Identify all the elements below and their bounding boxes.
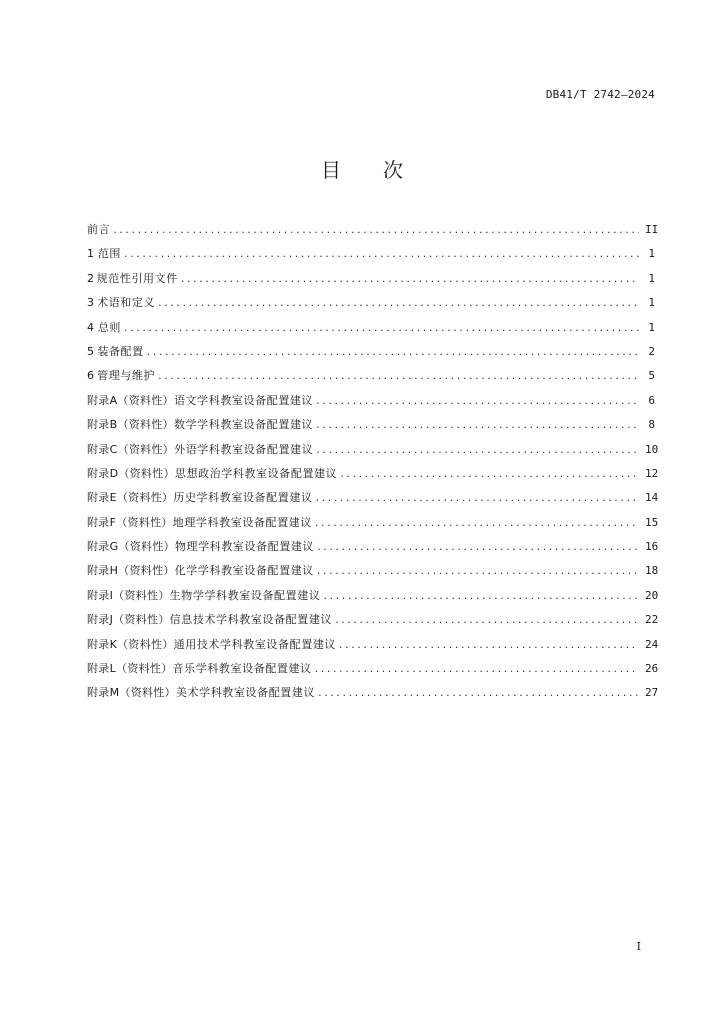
toc-leader-dots — [339, 633, 639, 657]
toc-entry[interactable] — [87, 462, 659, 486]
toc-entry-label[interactable]: 化学学科教室设备配置建议 — [174, 564, 314, 578]
toc-entry-page[interactable]: 26 — [645, 662, 659, 676]
toc-title-char-2: 次 — [383, 158, 403, 182]
toc-entry-label[interactable]: 管理与维护 — [97, 369, 156, 383]
toc-leader-dots — [316, 438, 639, 462]
toc-entry[interactable] — [87, 218, 659, 242]
toc-entry-page[interactable]: 12 — [645, 466, 659, 480]
toc-entry-number: 1 — [87, 247, 94, 261]
toc-entry-label[interactable]: 装备配置 — [97, 344, 144, 358]
toc-leader-dots — [317, 535, 639, 559]
toc-leader-dots — [316, 389, 639, 413]
toc-title-char-1: 目 — [321, 158, 341, 182]
toc-entry-appendix: 附录J（资料性） — [87, 613, 170, 627]
toc-leader-dots — [317, 559, 639, 583]
toc-entry-page[interactable]: 16 — [645, 540, 659, 554]
toc-entry[interactable] — [87, 681, 659, 705]
toc-entry[interactable] — [87, 267, 655, 291]
toc-entry-number: 6 — [87, 369, 94, 383]
toc-leader-dots — [158, 364, 639, 388]
toc-leader-dots — [318, 681, 639, 705]
toc-entry-appendix: 附录F（资料性） — [87, 515, 173, 529]
toc-leader-dots — [158, 291, 639, 315]
toc-entry-page[interactable]: 1 — [648, 296, 655, 310]
toc-entry[interactable] — [87, 657, 659, 681]
toc-entry-appendix: 附录M（资料性） — [87, 686, 176, 700]
toc-entry-page[interactable]: 1 — [648, 247, 655, 261]
toc-entry-label[interactable]: 范围 — [97, 247, 122, 261]
toc-entry-appendix: 附录B（资料性） — [87, 418, 174, 432]
toc-leader-dots — [124, 316, 639, 340]
toc-title — [0, 154, 724, 183]
toc-entry-appendix: 附录K（资料性） — [87, 637, 174, 651]
document-code: DB41/T 2742—2024 — [545, 88, 655, 101]
toc-entry-label[interactable]: 信息技术学科教室设备配置建议 — [169, 613, 333, 627]
toc-entry-page[interactable]: 1 — [648, 320, 655, 334]
table-of-contents — [87, 218, 659, 706]
toc-entry[interactable] — [87, 486, 659, 510]
toc-entry-page[interactable]: 20 — [645, 588, 659, 602]
toc-entry-page[interactable]: 22 — [645, 613, 659, 627]
toc-entry[interactable] — [87, 438, 659, 462]
toc-entry-label[interactable]: 数学学科教室设备配置建议 — [173, 418, 314, 432]
toc-entry-label[interactable]: 语文学科教室设备配置建议 — [173, 393, 314, 407]
toc-entry-appendix: 附录L（资料性） — [87, 662, 173, 676]
toc-entry-label[interactable]: 音乐学科教室设备配置建议 — [172, 662, 312, 676]
toc-entry-appendix: 附录H（资料性） — [87, 564, 175, 578]
toc-entry-label[interactable]: 生物学学科教室设备配置建议 — [169, 588, 321, 602]
toc-entry[interactable] — [87, 584, 659, 608]
toc-entry-label[interactable]: 外语学科教室设备配置建议 — [174, 442, 314, 456]
toc-entry-label[interactable]: 物理学科教室设备配置建议 — [174, 540, 315, 554]
toc-entry-appendix: 附录D（资料性） — [87, 466, 175, 480]
toc-entry-page[interactable]: 18 — [645, 564, 659, 578]
toc-entry-number: 3 — [87, 296, 94, 310]
toc-leader-dots — [316, 413, 639, 437]
toc-entry-appendix: 附录E（资料性） — [87, 491, 174, 505]
toc-entry-label[interactable]: 思想政治学科教室设备配置建议 — [174, 466, 338, 480]
toc-entry-label[interactable]: 历史学科教室设备配置建议 — [173, 491, 313, 505]
toc-entry-label[interactable]: 术语和定义 — [97, 296, 156, 310]
toc-entry-appendix: 附录G（资料性） — [87, 540, 175, 554]
toc-entry[interactable] — [87, 364, 655, 388]
toc-leader-dots — [315, 657, 639, 681]
toc-entry-page[interactable]: 8 — [648, 418, 655, 432]
toc-leader-dots — [113, 218, 639, 242]
toc-entry[interactable] — [87, 291, 655, 315]
toc-entry-label[interactable]: 前言 — [87, 223, 111, 236]
toc-leader-dots — [181, 267, 639, 291]
toc-entry[interactable] — [87, 608, 659, 632]
toc-entry-appendix: 附录I（资料性） — [87, 588, 170, 602]
toc-entry-page[interactable]: 5 — [648, 369, 655, 383]
toc-leader-dots — [124, 242, 639, 266]
toc-leader-dots — [147, 340, 639, 364]
toc-entry-label[interactable]: 通用技术学科教室设备配置建议 — [173, 637, 337, 651]
toc-leader-dots — [335, 608, 639, 632]
toc-entry-label[interactable]: 规范性引用文件 — [96, 271, 178, 285]
toc-entry-appendix: 附录A（资料性） — [87, 393, 174, 407]
toc-leader-dots — [316, 486, 639, 510]
toc-entry-number: 2 — [87, 271, 94, 285]
toc-entry[interactable] — [87, 340, 655, 364]
toc-entry-page[interactable]: 6 — [648, 393, 655, 407]
toc-entry[interactable] — [87, 389, 655, 413]
toc-entry[interactable] — [87, 535, 659, 559]
toc-entry-page[interactable]: 14 — [645, 491, 659, 505]
toc-leader-dots — [340, 462, 639, 486]
toc-entry-number: 4 — [87, 320, 94, 334]
toc-entry-page[interactable]: 10 — [645, 442, 659, 456]
toc-entry[interactable] — [87, 316, 655, 340]
toc-entry-appendix: 附录C（资料性） — [87, 442, 175, 456]
toc-leader-dots — [323, 584, 639, 608]
toc-entry[interactable] — [87, 413, 655, 437]
toc-entry[interactable] — [87, 511, 659, 535]
toc-entry-page[interactable]: 24 — [645, 637, 659, 651]
page-number: I — [636, 940, 641, 953]
toc-entry-page[interactable]: 27 — [645, 686, 659, 700]
toc-entry-number: 5 — [87, 344, 94, 358]
toc-entry-label[interactable]: 地理学科教室设备配置建议 — [172, 515, 312, 529]
toc-entry-page[interactable]: II — [645, 223, 659, 236]
toc-entry-page[interactable]: 2 — [648, 344, 655, 358]
toc-leader-dots — [315, 511, 639, 535]
toc-entry[interactable] — [87, 559, 659, 583]
toc-entry-page[interactable]: 1 — [648, 271, 655, 285]
toc-entry[interactable] — [87, 633, 659, 657]
toc-entry-label[interactable]: 美术学科教室设备配置建议 — [175, 686, 316, 700]
toc-entry-label[interactable]: 总则 — [97, 320, 122, 334]
toc-entry[interactable] — [87, 242, 655, 266]
toc-entry-page[interactable]: 15 — [645, 515, 659, 529]
